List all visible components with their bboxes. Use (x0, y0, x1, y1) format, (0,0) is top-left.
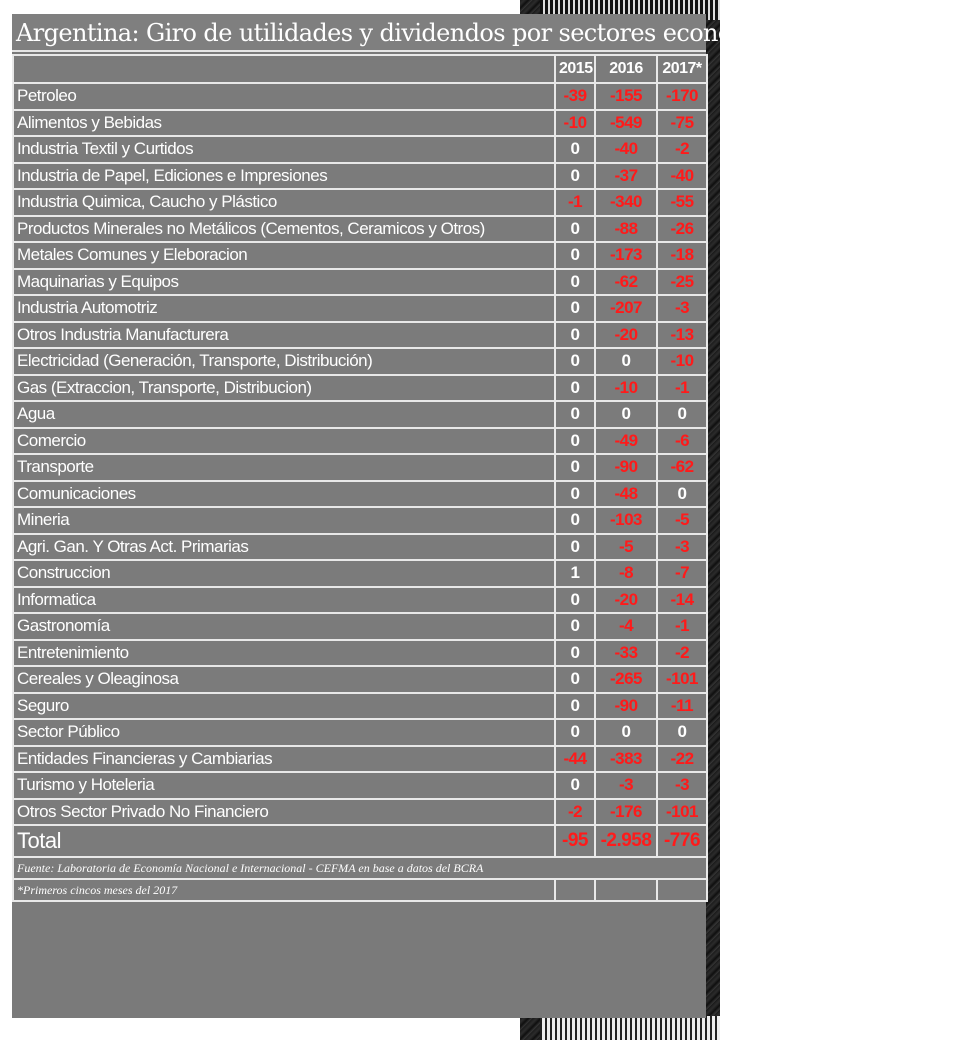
value-2017: -1 (657, 613, 707, 640)
total-2015: -95 (555, 825, 595, 857)
value-2016: -549 (595, 110, 657, 137)
sector-name: Industria Textil y Curtidos (13, 136, 555, 163)
value-2017: -5 (657, 507, 707, 534)
sector-name: Comunicaciones (13, 481, 555, 508)
sector-name: Mineria (13, 507, 555, 534)
value-2015: -1 (555, 189, 595, 216)
sector-name: Sector Público (13, 719, 555, 746)
value-2015: 0 (555, 375, 595, 402)
value-2015: 0 (555, 348, 595, 375)
table-row (13, 348, 707, 375)
sector-name: Agua (13, 401, 555, 428)
total-label: Total (13, 825, 555, 857)
value-2016: -3 (595, 772, 657, 799)
sector-name: Cereales y Oleaginosa (13, 666, 555, 693)
value-2015: -44 (555, 746, 595, 773)
value-2016: -90 (595, 454, 657, 481)
value-2015: -39 (555, 83, 595, 110)
sector-name: Gastronomía (13, 613, 555, 640)
total-row (13, 825, 707, 857)
value-2016: 0 (595, 719, 657, 746)
value-2017: -55 (657, 189, 707, 216)
value-2017: -22 (657, 746, 707, 773)
table-row (13, 534, 707, 561)
value-2015: -10 (555, 110, 595, 137)
sector-name: Industria Quimica, Caucho y Plástico (13, 189, 555, 216)
value-2015: 0 (555, 534, 595, 561)
value-2015: 0 (555, 242, 595, 269)
sector-name: Entretenimiento (13, 640, 555, 667)
value-2017: -3 (657, 295, 707, 322)
value-2015: 0 (555, 481, 595, 508)
value-2015: 0 (555, 216, 595, 243)
table-row (13, 83, 707, 110)
sector-name: Electricidad (Generación, Transporte, Distribución) (13, 348, 555, 375)
value-2015: 0 (555, 507, 595, 534)
value-2015: 0 (555, 772, 595, 799)
table-header-row (13, 55, 707, 83)
table-row (13, 110, 707, 137)
table-title: Argentina: Giro de utilidades y dividendos por sectores economicos en millones de (12, 14, 706, 52)
table-row (13, 163, 707, 190)
sector-name: Productos Minerales no Metálicos (Cementos, Ceramicos y Otros) (13, 216, 555, 243)
column-header-2017: 2017* (657, 55, 707, 83)
footnote: *Primeros cincos meses del 2017 (13, 879, 555, 901)
value-2015: 0 (555, 428, 595, 455)
value-2016: -265 (595, 666, 657, 693)
value-2015: 0 (555, 269, 595, 296)
sector-name: Comercio (13, 428, 555, 455)
value-2015: 1 (555, 560, 595, 587)
table-row (13, 719, 707, 746)
value-2017: -25 (657, 269, 707, 296)
table-row (13, 481, 707, 508)
value-2015: 0 (555, 295, 595, 322)
sector-name: Informatica (13, 587, 555, 614)
background-texture-bottom (540, 1016, 720, 1040)
sector-name: Turismo y Hoteleria (13, 772, 555, 799)
value-2016: -383 (595, 746, 657, 773)
footnote-empty-cell (555, 879, 595, 901)
value-2016: -33 (595, 640, 657, 667)
value-2015: -2 (555, 799, 595, 826)
table-row (13, 587, 707, 614)
table-row (13, 242, 707, 269)
value-2017: -10 (657, 348, 707, 375)
table-row (13, 189, 707, 216)
table-row (13, 375, 707, 402)
table-row (13, 269, 707, 296)
sector-name: Gas (Extraccion, Transporte, Distribucion) (13, 375, 555, 402)
table-row (13, 746, 707, 773)
sector-name: Seguro (13, 693, 555, 720)
footnote-empty-cell (657, 879, 707, 901)
value-2016: 0 (595, 401, 657, 428)
value-2016: -88 (595, 216, 657, 243)
value-2016: -62 (595, 269, 657, 296)
value-2016: -10 (595, 375, 657, 402)
table-row (13, 216, 707, 243)
header-blank-cell (13, 55, 555, 83)
value-2017: 0 (657, 401, 707, 428)
value-2017: -40 (657, 163, 707, 190)
total-2017: -776 (657, 825, 707, 857)
value-2017: -101 (657, 666, 707, 693)
value-2016: -103 (595, 507, 657, 534)
value-2016: -20 (595, 322, 657, 349)
value-2016: 0 (595, 348, 657, 375)
table-row (13, 693, 707, 720)
value-2016: -8 (595, 560, 657, 587)
value-2015: 0 (555, 719, 595, 746)
table-row (13, 507, 707, 534)
sector-name: Otros Sector Privado No Financiero (13, 799, 555, 826)
value-2017: -11 (657, 693, 707, 720)
footnote-empty-cell (595, 879, 657, 901)
value-2016: -4 (595, 613, 657, 640)
table-row (13, 613, 707, 640)
table-row (13, 401, 707, 428)
value-2017: -62 (657, 454, 707, 481)
table-row (13, 772, 707, 799)
value-2017: -170 (657, 83, 707, 110)
value-2016: -5 (595, 534, 657, 561)
value-2017: -2 (657, 136, 707, 163)
footnote-row (13, 879, 707, 901)
sector-name: Otros Industria Manufacturera (13, 322, 555, 349)
value-2016: -48 (595, 481, 657, 508)
value-2017: -3 (657, 534, 707, 561)
sector-name: Agri. Gan. Y Otras Act. Primarias (13, 534, 555, 561)
sector-name: Maquinarias y Equipos (13, 269, 555, 296)
source-note: Fuente: Laboratoria de Economía Nacional e Internacional - CEFMA en base a datos del BCRA (13, 857, 707, 879)
value-2015: 0 (555, 666, 595, 693)
sector-name: Industria Automotriz (13, 295, 555, 322)
value-2017: -1 (657, 375, 707, 402)
value-2017: 0 (657, 719, 707, 746)
value-2017: -14 (657, 587, 707, 614)
table-row (13, 428, 707, 455)
value-2016: -155 (595, 83, 657, 110)
value-2015: 0 (555, 136, 595, 163)
value-2016: -207 (595, 295, 657, 322)
value-2015: 0 (555, 693, 595, 720)
value-2017: -18 (657, 242, 707, 269)
value-2015: 0 (555, 613, 595, 640)
sector-name: Petroleo (13, 83, 555, 110)
value-2016: -37 (595, 163, 657, 190)
table-row (13, 560, 707, 587)
value-2015: 0 (555, 587, 595, 614)
value-2016: -49 (595, 428, 657, 455)
value-2015: 0 (555, 640, 595, 667)
table-row (13, 454, 707, 481)
sector-name: Metales Comunes y Eleboracion (13, 242, 555, 269)
value-2015: 0 (555, 322, 595, 349)
source-note-row (13, 857, 707, 879)
value-2015: 0 (555, 401, 595, 428)
table-row (13, 666, 707, 693)
data-table-sheet (12, 14, 975, 1018)
value-2017: -2 (657, 640, 707, 667)
value-2017: -3 (657, 772, 707, 799)
table-row (13, 136, 707, 163)
value-2016: -173 (595, 242, 657, 269)
sector-name: Alimentos y Bebidas (13, 110, 555, 137)
value-2017: 0 (657, 481, 707, 508)
sector-name: Industria de Papel, Ediciones e Impresiones (13, 163, 555, 190)
value-2016: -40 (595, 136, 657, 163)
table-row (13, 322, 707, 349)
value-2017: -26 (657, 216, 707, 243)
sector-name: Construccion (13, 560, 555, 587)
value-2016: -20 (595, 587, 657, 614)
value-2015: 0 (555, 454, 595, 481)
column-header-2016: 2016 (595, 55, 657, 83)
value-2016: -176 (595, 799, 657, 826)
value-2017: -101 (657, 799, 707, 826)
value-2017: -7 (657, 560, 707, 587)
value-2015: 0 (555, 163, 595, 190)
sector-name: Transporte (13, 454, 555, 481)
value-2016: -340 (595, 189, 657, 216)
table-row (13, 799, 707, 826)
column-header-2015: 2015 (555, 55, 595, 83)
table-row (13, 640, 707, 667)
value-2017: -6 (657, 428, 707, 455)
total-2016: -2.958 (595, 825, 657, 857)
value-2017: -75 (657, 110, 707, 137)
value-2016: -90 (595, 693, 657, 720)
sector-dividends-table (12, 54, 708, 902)
table-row (13, 295, 707, 322)
value-2017: -13 (657, 322, 707, 349)
sector-name: Entidades Financieras y Cambiarias (13, 746, 555, 773)
